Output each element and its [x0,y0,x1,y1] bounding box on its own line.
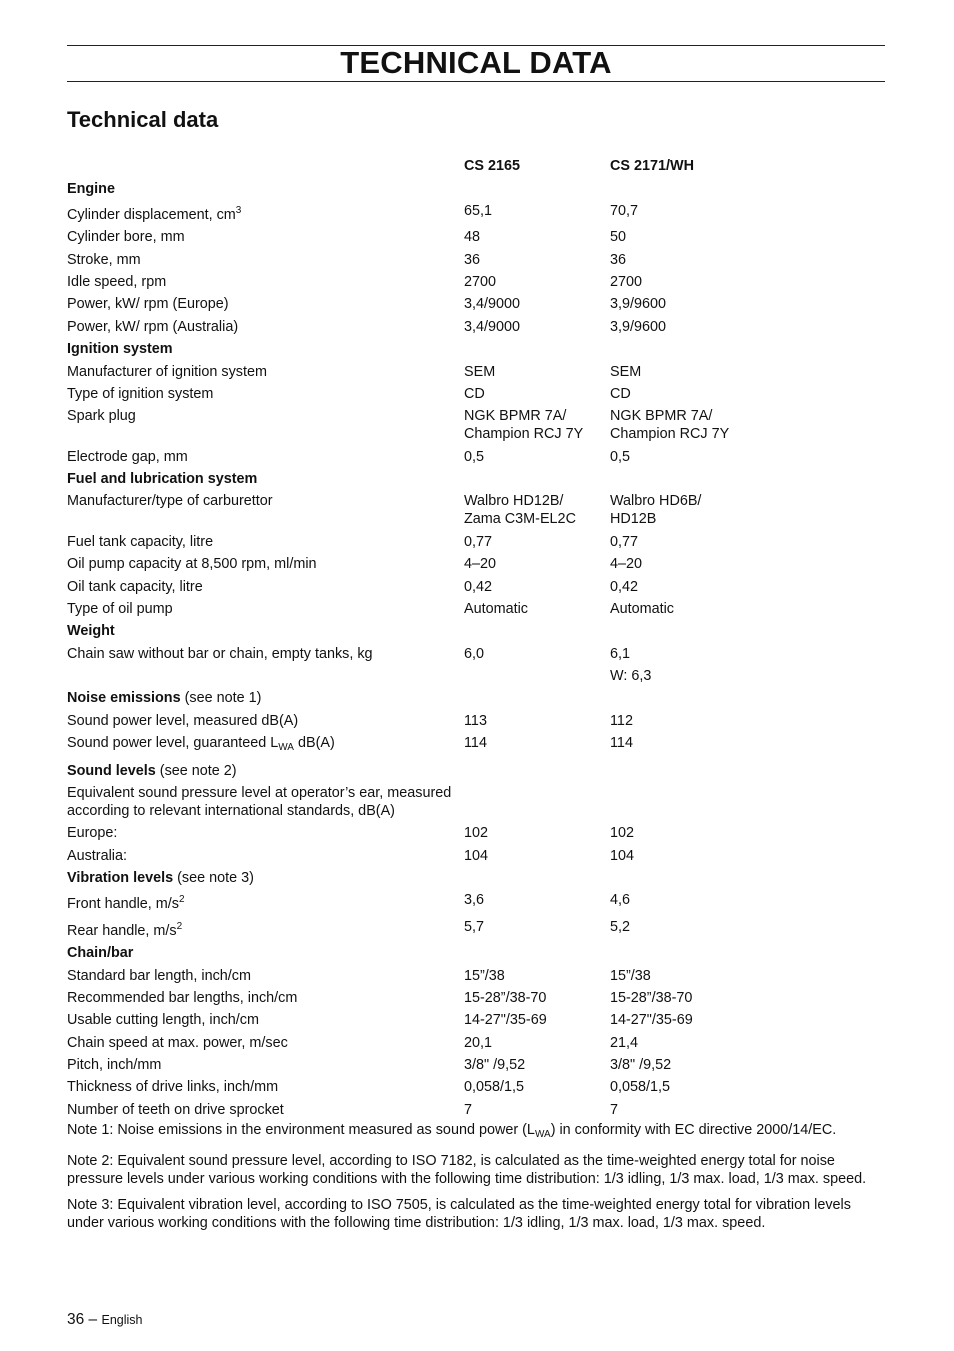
value-text: 112 [610,712,633,729]
value-cs2165 [464,405,610,445]
value-text: 3,6 [464,892,485,909]
value-cs2165 [464,531,610,553]
spec-label-suffix: dB(A) [293,735,335,752]
spec-row [67,732,885,759]
spec-row [67,845,885,867]
section-label-cell [67,759,885,781]
section-label: Noise emissions [67,690,181,707]
spec-label-line2: according to relevant international standards, dB(A) [67,802,395,819]
spec-label-text: Sound power level, measured dB(A) [67,712,299,729]
spec-label-text: Cylinder displacement, cm [67,206,236,223]
value-text: Automatic [610,600,674,617]
value-cs2165 [464,1054,610,1076]
spec-label [67,964,464,986]
value-text: 14-27"/35-69 [610,1012,693,1029]
spec-row [67,916,885,942]
section-note: (see note 1) [180,690,262,707]
value-text: 5,2 [610,918,631,935]
spec-label-text: Oil pump capacity at 8,500 rpm, ml/min [67,556,317,573]
spec-label-text: Europe: [67,825,118,842]
spec-label-superscript: 2 [178,894,185,906]
spec-label-text: Recommended bar lengths, inch/cm [67,989,298,1006]
value-text: Automatic [464,600,528,617]
header-spacer [67,155,464,177]
section-label-cell [67,942,885,964]
value-cs2165 [464,1099,610,1121]
column-header-cs2171: CS 2171/WH [610,158,694,175]
value-text: 0,5 [464,448,485,465]
spec-label-text: Chain saw without bar or chain, empty tanks, kg [67,645,373,662]
spec-label [67,293,464,315]
value-cs2171 [610,710,885,732]
value-text: 4,6 [610,892,631,909]
value-text: 36 [464,251,481,268]
value-text: SEM [610,363,642,380]
note-1 [67,1121,887,1144]
spec-label [67,531,464,553]
spec-label-text: Fuel tank capacity, litre [67,533,214,550]
value-cs2171 [610,845,885,867]
value-cs2165 [464,553,610,575]
spec-row [67,446,885,468]
spec-label-text: Stroke, mm [67,251,141,268]
spec-label [67,643,464,665]
spec-row [67,316,885,338]
spec-label-text: Australia: [67,847,127,864]
spec-label [67,732,464,759]
spec-row [67,360,885,382]
section-note: (see note 2) [155,762,237,779]
notes [67,1121,887,1240]
section-row [67,177,885,199]
value-cs2165 [464,598,610,620]
section-label: Chain/bar [67,945,134,962]
value-cs2171 [610,553,885,575]
value-text: 113 [464,712,487,729]
value-text: 7 [610,1101,619,1118]
value-text: 6,1 [610,645,631,662]
value-cs2171 [610,249,885,271]
spec-table [67,155,885,1121]
section-label-cell [67,177,885,199]
section-label-cell [67,338,885,360]
value-cs2171 [610,916,885,942]
value-text: 0,058/1,5 [610,1079,671,1096]
spec-label-text: Thickness of drive links, inch/mm [67,1079,279,1096]
spec-label [67,782,885,822]
value-cs2171 [610,575,885,597]
value-text: 5,7 [464,918,485,935]
value-text: 0,42 [464,578,493,595]
value-cs2171 [610,732,885,759]
spec-label-text: Rear handle, m/s [67,922,177,939]
section-label: Vibration levels [67,870,174,887]
section-label: Ignition system [67,341,173,358]
value-cs2171 [610,405,885,445]
value-text: 36 [610,251,627,268]
section-label: Sound levels [67,762,156,779]
spec-row [67,643,885,665]
section-label: Engine [67,180,115,197]
spec-label [67,1076,464,1098]
value-cs2171 [610,200,885,226]
value-cs2165 [464,293,610,315]
spec-label-text: Chain speed at max. power, m/sec [67,1034,288,1051]
spec-label-text: Spark plug [67,408,136,425]
spec-row [67,1099,885,1121]
value-cs2165 [464,1076,610,1098]
value-cs2165 [464,964,610,986]
spec-label [67,490,464,530]
spec-label [67,665,464,687]
section-row [67,687,885,709]
value-cs2165 [464,383,610,405]
spec-label-text: Idle speed, rpm [67,274,167,291]
value-text: 2700 [610,274,643,291]
value-text: 21,4 [610,1034,639,1051]
note-1-subscript: WA [534,1129,551,1140]
spec-label [67,446,464,468]
spec-row [67,1032,885,1054]
spec-label-text: Power, kW/ rpm (Australia) [67,318,239,335]
value-cs2171 [610,598,885,620]
value-cs2165 [464,889,610,915]
value-text: 15”/38 [464,967,505,984]
spec-label [67,383,464,405]
note-1-text: Note 1: Noise emissions in the environment measured as sound power (L [67,1122,535,1138]
value-cs2165 [464,316,610,338]
value-cs2171 [610,1054,885,1076]
value-cs2165 [464,575,610,597]
spec-label [67,200,464,226]
page-number: 36 – [67,1311,98,1328]
section-label-cell [67,620,885,642]
value-text: 15”/38 [610,967,651,984]
value-cs2165 [464,845,610,867]
spec-row [67,226,885,248]
value-text: 65,1 [464,202,493,219]
value-cs2171 [610,1032,885,1054]
value-cs2165 [464,987,610,1009]
value-text: CD [610,385,631,402]
value-text: 114 [464,735,487,752]
value-text: 3,9/9600 [610,296,667,313]
value-cs2165 [464,732,610,759]
value-cs2171 [610,1009,885,1031]
value-cs2171 [610,531,885,553]
spec-label [67,845,464,867]
section-row [67,759,885,781]
value-text-line2: Champion RCJ 7Y [464,426,584,443]
bottom-rule [67,81,885,82]
value-text: 4–20 [464,556,497,573]
note-2: Note 2: Equivalent sound pressure level, according to ISO 7182, is calculated as the time-weighted energy total for noise pressure levels under various working conditions with the following time distribution: 1/3 idling, 1/3 max. load, 1/3 max. speed. [67,1153,867,1187]
value-cs2165 [464,710,610,732]
section-row [67,468,885,490]
column-header-cs2165: CS 2165 [464,158,521,175]
spec-label [67,316,464,338]
spec-label [67,226,464,248]
spec-row [67,1076,885,1098]
section-label-cell [67,867,885,889]
spec-label-superscript: 3 [235,204,242,216]
section-label-cell [67,468,885,490]
spec-label-text: Cylinder bore, mm [67,229,185,246]
spec-row [67,553,885,575]
spec-label [67,553,464,575]
value-cs2171 [610,964,885,986]
value-cs2165 [464,665,610,687]
spec-row [67,531,885,553]
value-text: 114 [610,735,633,752]
value-text: 104 [464,847,489,864]
spec-label [67,575,464,597]
spec-row [67,405,885,445]
spec-row [67,822,885,844]
value-text-line2: Zama C3M-EL2C [464,511,576,528]
section-label: Weight [67,623,115,640]
value-cs2171 [610,987,885,1009]
value-cs2165 [464,271,610,293]
value-text-line2: Champion RCJ 7Y [610,426,730,443]
spec-row [67,598,885,620]
value-text: 102 [610,825,635,842]
spec-label-superscript: 2 [176,920,183,932]
spec-row [67,200,885,226]
value-text: 102 [464,825,489,842]
value-cs2165 [464,446,610,468]
spec-row [67,575,885,597]
value-text: 70,7 [610,202,639,219]
spec-label-text: Sound power level, guaranteed L [67,735,279,752]
value-cs2171 [610,360,885,382]
value-text: SEM [464,363,496,380]
spec-label [67,916,464,942]
spec-row [67,782,885,822]
note-1-text-end: ) in conformity with EC directive 2000/14/EC. [550,1122,837,1138]
spec-label-text: Electrode gap, mm [67,448,188,465]
spec-label-subscript: WA [278,742,294,754]
spec-row [67,665,885,687]
spec-label-text: Pitch, inch/mm [67,1057,162,1074]
section-heading: Technical data [67,107,219,132]
spec-label-text: Usable cutting length, inch/cm [67,1012,259,1029]
value-cs2171 [610,490,885,530]
spec-row [67,987,885,1009]
section-row [67,338,885,360]
section-label: Fuel and lubrication system [67,471,258,488]
value-cs2171 [610,446,885,468]
value-text: 15-28”/38-70 [464,989,547,1006]
spec-row [67,889,885,915]
spec-label [67,271,464,293]
value-cs2171 [610,316,885,338]
page-footer [67,1311,142,1329]
value-text: 3/8" /9,52 [464,1057,526,1074]
value-text: 3/8" /9,52 [610,1057,672,1074]
value-cs2165 [464,200,610,226]
value-text: 15-28”/38-70 [610,989,693,1006]
note-3: Note 3: Equivalent vibration level, according to ISO 7505, is calculated as the time-weighted energy total for vibration levels under various working conditions with the following time distribution: 1/3 idling, 1/3 max. load, 1/3 max. speed. [67,1197,851,1231]
value-cs2171 [610,271,885,293]
value-text: 7 [464,1101,473,1118]
spec-row [67,293,885,315]
value-cs2165 [464,1009,610,1031]
spec-row [67,710,885,732]
value-text: 104 [610,847,635,864]
spec-label [67,889,464,915]
value-text: Walbro HD12B/ [464,493,564,510]
value-text: NGK BPMR 7A/ [610,408,713,425]
spec-label [67,1054,464,1076]
value-cs2165 [464,1032,610,1054]
value-text: 0,5 [610,448,631,465]
spec-label [67,1032,464,1054]
section-label-cell [67,687,885,709]
value-text: 0,42 [610,578,639,595]
value-cs2165 [464,822,610,844]
value-cs2165 [464,226,610,248]
value-cs2171 [610,293,885,315]
spec-row [67,383,885,405]
spec-label [67,710,464,732]
spec-label [67,598,464,620]
value-cs2171 [610,643,885,665]
value-text: 14-27"/35-69 [464,1012,547,1029]
spec-label-text: Manufacturer of ignition system [67,363,267,380]
footer-language: English [101,1313,143,1327]
value-cs2171 [610,383,885,405]
value-cs2171 [610,665,885,687]
spec-row [67,271,885,293]
spec-label-text: Type of ignition system [67,385,214,402]
section-row [67,620,885,642]
value-text: NGK BPMR 7A/ [464,408,567,425]
spec-label-text: Manufacturer/type of carburettor [67,493,273,510]
spec-label [67,987,464,1009]
spec-label-text: Equivalent sound pressure level at operator’s ear, measured [67,784,452,801]
value-text: 6,0 [464,645,485,662]
spec-row [67,490,885,530]
value-text: 4–20 [610,556,643,573]
page-banner-title: TECHNICAL DATA [340,45,612,80]
spec-row [67,249,885,271]
value-cs2165 [464,643,610,665]
value-cs2165 [464,249,610,271]
value-text-line2: HD12B [610,511,657,528]
spec-label-text: Number of teeth on drive sprocket [67,1101,284,1118]
column-header-row [67,155,885,177]
value-text: 0,77 [610,533,639,550]
value-cs2165 [464,490,610,530]
value-text: 3,9/9600 [610,318,667,335]
section-note: (see note 3) [173,870,254,887]
value-text: W: 6,3 [610,668,652,685]
value-text: 0,058/1,5 [464,1079,525,1096]
spec-label-text: Oil tank capacity, litre [67,578,203,595]
value-text: 50 [610,229,627,246]
spec-label [67,405,464,445]
spec-label-text: Power, kW/ rpm (Europe) [67,296,229,313]
value-cs2171 [610,1099,885,1121]
value-cs2171 [610,226,885,248]
spec-label [67,1009,464,1031]
value-text: 48 [464,229,481,246]
section-row [67,867,885,889]
value-text: 3,4/9000 [464,318,521,335]
value-text: 3,4/9000 [464,296,521,313]
value-text: 20,1 [464,1034,493,1051]
spec-label [67,1099,464,1121]
spec-label-text: Front handle, m/s [67,896,179,913]
value-text: Walbro HD6B/ [610,493,702,510]
spec-row [67,1009,885,1031]
value-cs2165 [464,360,610,382]
spec-label-text: Standard bar length, inch/cm [67,967,251,984]
value-text: 0,77 [464,533,493,550]
value-cs2171 [610,822,885,844]
spec-label [67,360,464,382]
value-cs2171 [610,1076,885,1098]
value-text: CD [464,385,485,402]
value-cs2171 [610,889,885,915]
spec-label-text: Type of oil pump [67,600,173,617]
spec-label [67,249,464,271]
value-text: 2700 [464,274,497,291]
spec-label [67,822,464,844]
value-cs2165 [464,916,610,942]
spec-row [67,1054,885,1076]
section-row [67,942,885,964]
spec-row [67,964,885,986]
